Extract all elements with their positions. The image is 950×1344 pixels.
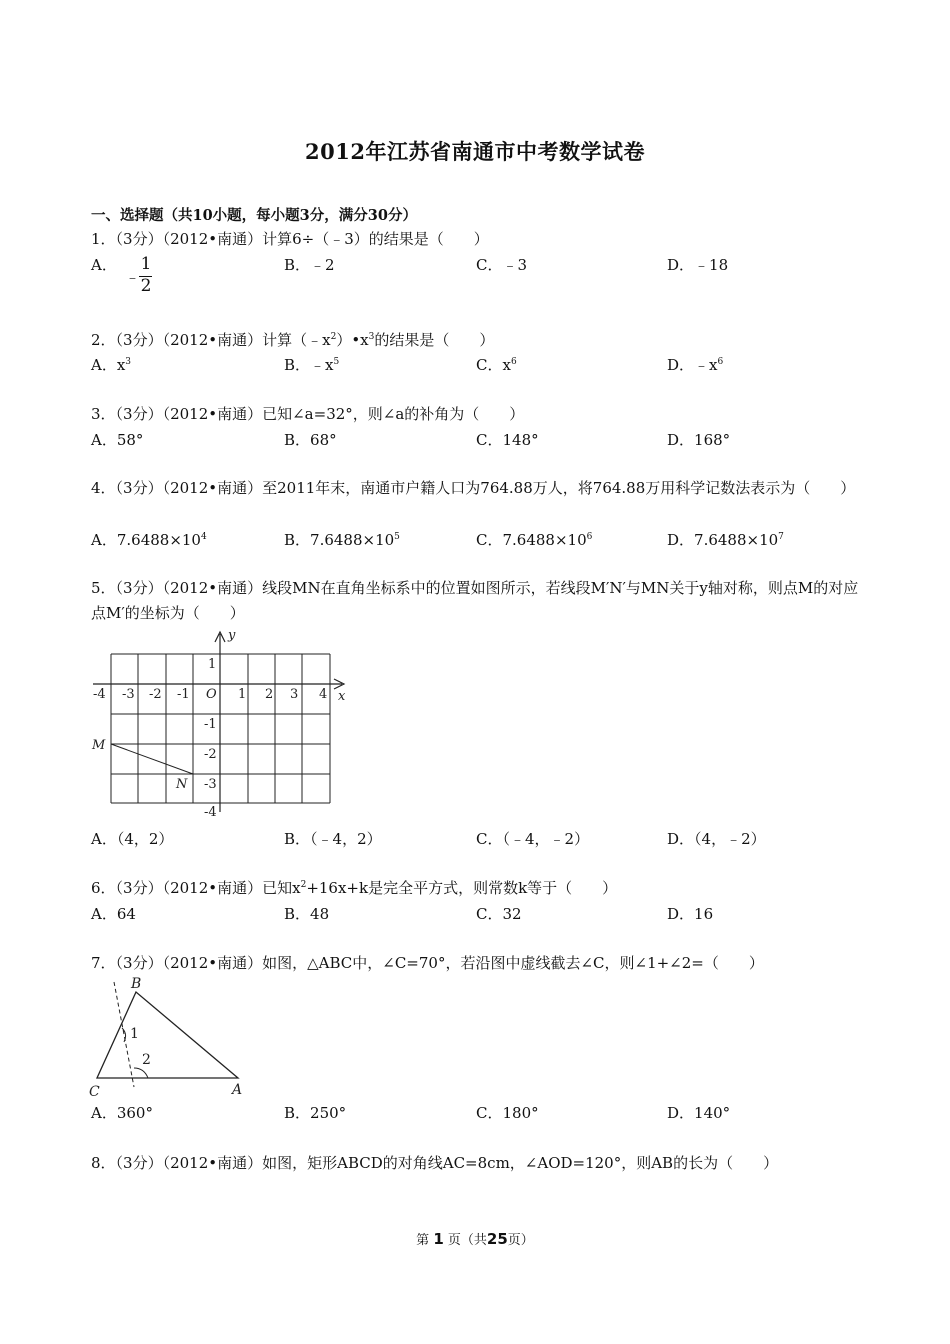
q5-option-d: D．（4，﹣2） xyxy=(667,830,766,848)
x-tick: -1 xyxy=(177,687,190,702)
q6-option-a: A．64 xyxy=(91,905,136,923)
q4-option-d: D．$7.6488\times 10^7$ xyxy=(667,531,784,549)
q3-option-c: C．148° xyxy=(476,431,539,449)
vertex-c-label: C xyxy=(89,1084,100,1100)
coordinate-grid-figure xyxy=(88,624,358,822)
point-n-label: N xyxy=(176,777,188,792)
y-tick: 1 xyxy=(208,657,217,672)
angle-2-label: 2 xyxy=(142,1052,151,1068)
x-tick: -2 xyxy=(149,687,162,702)
point-m-label: M xyxy=(92,738,106,753)
axes xyxy=(93,632,344,812)
vertex-b-label: B xyxy=(131,976,142,992)
q5-option-c: C．（﹣4，﹣2） xyxy=(476,830,590,848)
x-axis-label: x xyxy=(338,689,346,704)
q6-option-c: C．32 xyxy=(476,905,522,923)
page-title: 2012年江苏省南通市中考数学试卷 xyxy=(305,139,645,164)
q4-option-b: B．$7.6488\times 10^5$ xyxy=(284,531,400,549)
angle-1-arc xyxy=(122,1028,126,1042)
q3-option-a: A．58° xyxy=(91,431,144,449)
minus-sign: ﹣ xyxy=(125,268,141,286)
q7-option-a: A．360° xyxy=(91,1104,153,1122)
q2-option-a: A．$x^3$ xyxy=(91,356,132,374)
q3-option-d: D．168° xyxy=(667,431,731,449)
origin-label: O xyxy=(206,687,217,702)
vertex-a-label: A xyxy=(232,1082,243,1098)
x-tick: -3 xyxy=(122,687,135,702)
q2-option-d: D．$﹣x^6$ xyxy=(667,356,724,374)
question-8-stem: 8．（3分）（2012•南通）如图，矩形ABCD的对角线AC=8cm，∠AOD=120°，则AB的长为（ ） xyxy=(91,1154,779,1172)
question-4-stem: 4．（3分）（2012•南通）至2011年末，南通市户籍人口为764.88万人，将764.88万用科学记数法表示为（ ） xyxy=(91,479,856,497)
x-tick: -4 xyxy=(93,687,106,702)
q6-option-d: D．16 xyxy=(667,905,714,923)
question-2-stem: 2．（3分）（2012•南通）计算$(﹣x^2)•x^3$的结果是（ ） xyxy=(91,331,495,349)
question-3-stem: 3．（3分）（2012•南通）已知∠a=32°，则∠a的补角为（ ） xyxy=(91,405,525,423)
q7-option-c: C．180° xyxy=(476,1104,539,1122)
q7-option-b: B．250° xyxy=(284,1104,347,1122)
angle-1-label: 1 xyxy=(130,1026,139,1042)
y-tick: -3 xyxy=(204,777,217,792)
q4-option-a: A．$7.6488\times 10^4$ xyxy=(91,531,207,549)
question-5-stem: 5．（3分）（2012•南通）线段MN在直角坐标系中的位置如图所示，若线段M′N′与MN关于y轴对称，则点M的对应点M′的坐标为（ ） xyxy=(91,579,859,622)
y-tick: -1 xyxy=(204,717,217,732)
q2-option-c: C．$x^6$ xyxy=(476,356,517,374)
q4-option-c: C．$7.6488\times 10^6$ xyxy=(476,531,593,549)
x-tick: 3 xyxy=(290,687,299,702)
q1-option-b: B．﹣2 xyxy=(284,256,335,274)
x-tick: 1 xyxy=(238,687,247,702)
q2-option-b: B．$﹣x^5$ xyxy=(284,356,340,374)
y-tick: -4 xyxy=(204,805,217,820)
q7-option-d: D．140° xyxy=(667,1104,731,1122)
page-number: 1 xyxy=(433,1230,444,1248)
q1-option-d: D．﹣18 xyxy=(667,256,729,274)
x-tick: 4 xyxy=(319,687,328,702)
q6-option-b: B．48 xyxy=(284,905,330,923)
segment-mn xyxy=(111,744,193,774)
page-total: 25 xyxy=(486,1230,508,1248)
denominator: 2 xyxy=(140,276,152,296)
angle-2-arc xyxy=(134,1068,148,1078)
numerator: 1 xyxy=(140,254,152,274)
q5-option-a: A．（4，2） xyxy=(91,830,174,848)
y-tick: -2 xyxy=(204,747,217,762)
question-1-stem: 1．（3分）（2012•南通）计算6÷（﹣3）的结果是（ ） xyxy=(91,230,489,248)
page-footer: 第 1 页（共25页） xyxy=(416,1230,534,1248)
q1-option-a-label: A． xyxy=(91,256,117,274)
section-heading: 一、选择题（共10小题，每小题3分，满分30分） xyxy=(91,207,417,224)
question-7-stem: 7．（3分）（2012•南通）如图，△ABC中，∠C=70°，若沿图中虚线截去∠C，则∠1+∠2=（ ） xyxy=(91,954,764,972)
q3-option-b: B．68° xyxy=(284,431,337,449)
q1-option-c: C．﹣3 xyxy=(476,256,528,274)
triangle-figure xyxy=(86,972,256,1100)
question-6-stem: 6．（3分）（2012•南通）已知$x^2+16x+k$是完全平方式，则常数k等于（ ） xyxy=(91,879,618,897)
y-axis-label: y xyxy=(228,628,236,643)
q5-option-b: B．（﹣4，2） xyxy=(284,830,382,848)
x-tick: 2 xyxy=(265,687,274,702)
